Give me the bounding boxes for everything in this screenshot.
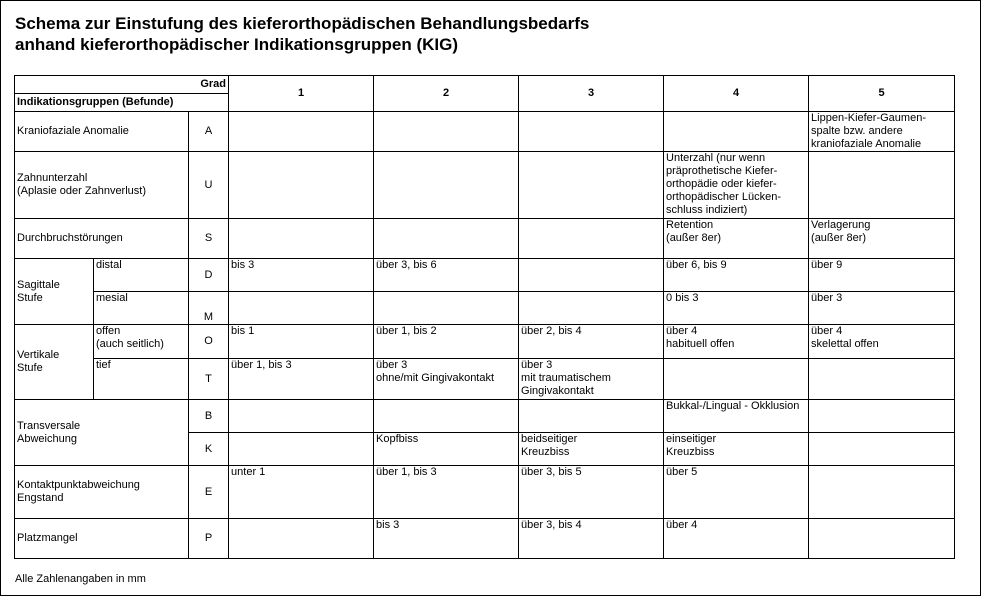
sub-offen: offen (auch seitlich): [94, 325, 189, 359]
grade-4-header: 4: [664, 76, 809, 112]
cell-E2: über 1, bis 3: [374, 466, 519, 519]
cell-O3: über 2, bis 4: [519, 325, 664, 359]
cell-A3: [519, 112, 664, 152]
cell-D1: bis 3: [229, 259, 374, 292]
cell-K3: beidseitiger Kreuzbiss: [519, 433, 664, 466]
group-P-name: Platzmangel: [15, 519, 189, 559]
cell-P2: bis 3: [374, 519, 519, 559]
group-vertical-name: Vertikale Stufe: [15, 325, 94, 400]
cell-S4: Retention (außer 8er): [664, 219, 809, 259]
cell-M4: 0 bis 3: [664, 292, 809, 325]
grade-2-header: 2: [374, 76, 519, 112]
grade-5-header: 5: [809, 76, 955, 112]
title-line-1: Schema zur Einstufung des kieferorthopädischen Behandlungsbedarfs: [15, 14, 590, 33]
cell-P1: [229, 519, 374, 559]
grade-3-header: 3: [519, 76, 664, 112]
group-U-code: U: [189, 152, 229, 219]
cell-T5: [809, 359, 955, 400]
cell-M2: [374, 292, 519, 325]
cell-A1: [229, 112, 374, 152]
cell-T4: [664, 359, 809, 400]
cell-S3: [519, 219, 664, 259]
cell-T3: über 3 mit traumatischem Gingivakontakt: [519, 359, 664, 400]
footnote: Alle Zahlenangaben in mm: [15, 573, 146, 585]
cell-U1: [229, 152, 374, 219]
group-transversal-name: Transversale Abweichung: [15, 400, 189, 466]
cell-E4: über 5: [664, 466, 809, 519]
cell-O5: über 4 skelettal offen: [809, 325, 955, 359]
cell-O2: über 1, bis 2: [374, 325, 519, 359]
sub-tief: tief: [94, 359, 189, 400]
group-D-code: D: [189, 259, 229, 292]
cell-P4: über 4: [664, 519, 809, 559]
cell-E3: über 3, bis 5: [519, 466, 664, 519]
cell-S1: [229, 219, 374, 259]
cell-S5: Verlagerung (außer 8er): [809, 219, 955, 259]
cell-D5: über 9: [809, 259, 955, 292]
cell-D4: über 6, bis 9: [664, 259, 809, 292]
cell-U2: [374, 152, 519, 219]
cell-B1: [229, 400, 374, 433]
cell-B4: Bukkal-/Lingual - Okklusion: [664, 400, 809, 433]
cell-D3: [519, 259, 664, 292]
cell-B2: [374, 400, 519, 433]
group-A-name: Kraniofaziale Anomalie: [15, 112, 189, 152]
cell-P5: [809, 519, 955, 559]
cell-M3: [519, 292, 664, 325]
group-S-name: Durchbruchstörungen: [15, 219, 189, 259]
group-sagittal-name: Sagittale Stufe: [15, 259, 94, 325]
cell-E5: [809, 466, 955, 519]
cell-S2: [374, 219, 519, 259]
group-A-code: A: [189, 112, 229, 152]
title-line-2: anhand kieferorthopädischer Indikationsgruppen (KIG): [15, 35, 458, 54]
kig-table: [14, 75, 955, 559]
cell-T2: über 3 ohne/mit Gingivakontakt: [374, 359, 519, 400]
cell-A2: [374, 112, 519, 152]
cell-K1: [229, 433, 374, 466]
group-M-code: M: [189, 292, 229, 325]
cell-M1: [229, 292, 374, 325]
group-U-name: Zahnunterzahl (Aplasie oder Zahnverlust): [15, 152, 189, 219]
sub-mesial: mesial: [94, 292, 189, 325]
cell-O4: über 4 habituell offen: [664, 325, 809, 359]
cell-M5: über 3: [809, 292, 955, 325]
page-title: [15, 13, 589, 55]
indikationsgruppen-header: Indikationsgruppen (Befunde): [15, 94, 229, 112]
cell-K5: [809, 433, 955, 466]
group-E-code: E: [189, 466, 229, 519]
cell-A5: Lippen-Kiefer-Gaumen- spalte bzw. andere kraniofaziale Anomalie: [809, 112, 955, 152]
cell-E1: unter 1: [229, 466, 374, 519]
grad-header: Grad: [15, 76, 229, 94]
cell-U5: [809, 152, 955, 219]
grade-1-header: 1: [229, 76, 374, 112]
group-B-code: B: [189, 400, 229, 433]
cell-B3: [519, 400, 664, 433]
group-T-code: T: [189, 359, 229, 400]
cell-B5: [809, 400, 955, 433]
sub-distal: distal: [94, 259, 189, 292]
group-S-code: S: [189, 219, 229, 259]
cell-T1: über 1, bis 3: [229, 359, 374, 400]
cell-K2: Kopfbiss: [374, 433, 519, 466]
cell-D2: über 3, bis 6: [374, 259, 519, 292]
group-E-name: Kontaktpunktabweichung Engstand: [15, 466, 189, 519]
cell-U4: Unterzahl (nur wenn präprothetische Kiefer- orthopädie oder kiefer- orthopädischer Lücken- schluss indiziert): [664, 152, 809, 219]
cell-O1: bis 1: [229, 325, 374, 359]
cell-U3: [519, 152, 664, 219]
cell-P3: über 3, bis 4: [519, 519, 664, 559]
cell-A4: [664, 112, 809, 152]
group-K-code: K: [189, 433, 229, 466]
group-P-code: P: [189, 519, 229, 559]
group-O-code: O: [189, 325, 229, 359]
cell-K4: einseitiger Kreuzbiss: [664, 433, 809, 466]
